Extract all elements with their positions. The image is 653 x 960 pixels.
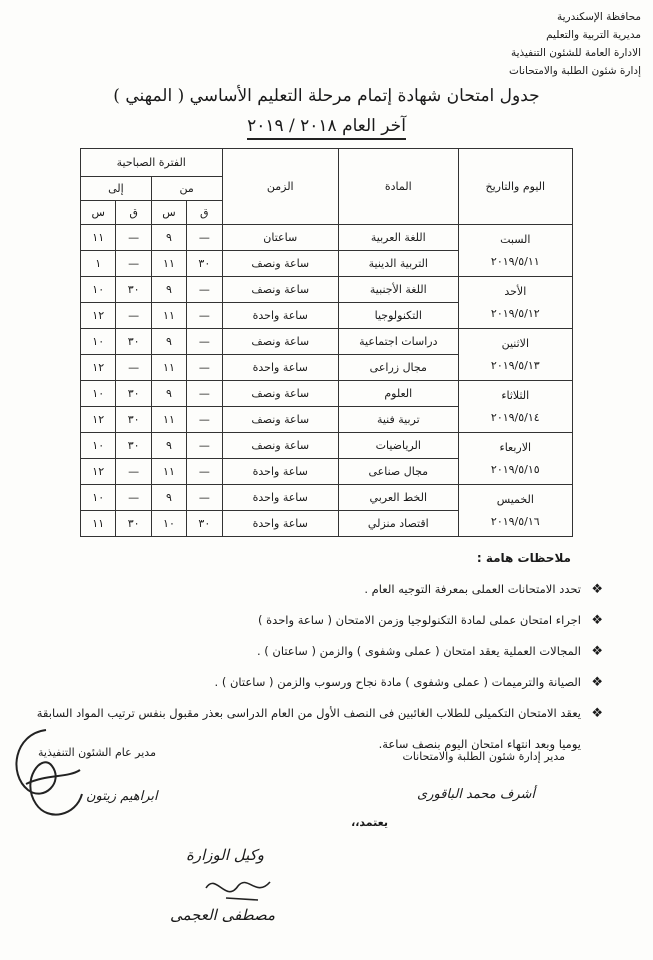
from-hour-cell: ٩ [151, 485, 186, 511]
from-hour-cell: ٩ [151, 381, 186, 407]
from-hour-cell: ١٠ [151, 511, 186, 537]
exam-date: ٢٠١٩/٥/١١ [490, 254, 540, 268]
note-text: تحدد الامتحانات العملى بمعرفة التوجيه العام . [364, 582, 581, 596]
table-row [81, 433, 573, 459]
to-minutes-cell: ٣٠ [116, 433, 151, 459]
signature-name-left: ابراهيم زيتون [86, 789, 158, 804]
header-day-date: اليوم والتاريخ [458, 149, 572, 225]
duration-cell: ساعة ونصف [222, 433, 338, 459]
subject-cell: مجال صناعى [338, 459, 458, 485]
to-hour-cell: ١٢ [81, 355, 116, 381]
subject-cell: مجال زراعى [338, 355, 458, 381]
note-item [43, 605, 603, 636]
table-row [81, 277, 573, 303]
header-from: من [151, 177, 222, 201]
to-minutes-cell: — [116, 225, 151, 251]
day-name: الخميس [496, 492, 534, 506]
page-subtitle [0, 116, 653, 136]
from-minutes-cell: — [187, 485, 222, 511]
approval-label: يعتمد،، [351, 816, 388, 829]
subject-cell: التكنولوجيا [338, 303, 458, 329]
duration-cell: ساعة ونصف [222, 251, 338, 277]
exam-date: ٢٠١٩/٥/١٦ [490, 514, 540, 528]
header-period: الفترة الصباحية [81, 149, 223, 177]
from-minutes-cell: — [187, 329, 222, 355]
subject-cell: العلوم [338, 381, 458, 407]
admin-line: إدارة شئون الطلبة والامتحانات [509, 65, 641, 77]
note-item [43, 574, 603, 605]
note-text: يعقد الامتحان التكميلى للطلاب الغائبين فى النصف الأول من العام الدراسى بعذر مقبول بنفس ترتيب المواد السابقة [36, 706, 581, 720]
from-hour-cell: ١١ [151, 459, 186, 485]
note-item [43, 636, 603, 667]
to-hour-cell: ١٠ [81, 485, 116, 511]
subtitle-text: آخر العام ٢٠١٨ / ٢٠١٩ [247, 116, 406, 140]
duration-cell: ساعة واحدة [222, 355, 338, 381]
to-minutes-cell: ٣٠ [116, 511, 151, 537]
note-continuation: يوميا وبعد انتهاء امتحان اليوم بنصف ساعة. [378, 737, 581, 751]
subject-cell: التربية الدينية [338, 251, 458, 277]
from-minutes-cell: — [187, 433, 222, 459]
day-date-cell [458, 433, 572, 485]
from-minutes-cell: — [187, 355, 222, 381]
day-name: الثلاثاء [501, 388, 530, 402]
to-minutes-cell: — [116, 459, 151, 485]
note-text: الصيانة والترميمات ( عملى وشفوى ) مادة نجاح ورسوب والزمن ( ساعتان ) . [214, 675, 581, 689]
signature-title-right: مدير إدارة شئون الطلبة والامتحانات [402, 750, 565, 763]
to-minutes-cell: — [116, 303, 151, 329]
to-minutes-cell: — [116, 485, 151, 511]
duration-cell: ساعة واحدة [222, 303, 338, 329]
diamond-bullet-icon: ❖ [591, 706, 603, 721]
from-hour-cell: ١١ [151, 303, 186, 329]
table-row [81, 225, 573, 251]
from-hour-cell: ٩ [151, 225, 186, 251]
diamond-bullet-icon: ❖ [591, 644, 603, 659]
to-hour-cell: ١١ [81, 511, 116, 537]
page-title: جدول امتحان شهادة إتمام مرحلة التعليم الأساسي ( المهني ) [113, 86, 540, 106]
to-hour-cell: ١٠ [81, 381, 116, 407]
exam-date: ٢٠١٩/٥/١٤ [490, 410, 540, 424]
from-minutes-cell: — [187, 459, 222, 485]
from-minutes-cell: — [187, 407, 222, 433]
to-hour-cell: ١٠ [81, 277, 116, 303]
day-date-cell [458, 329, 572, 381]
from-hour-cell: ٩ [151, 329, 186, 355]
from-minutes-cell: — [187, 225, 222, 251]
from-minutes-cell: — [187, 303, 222, 329]
signature-name-right: أشرف محمد الباقورى [417, 787, 535, 802]
duration-cell: ساعة واحدة [222, 459, 338, 485]
schedule-body [81, 225, 573, 537]
from-hour-cell: ٩ [151, 277, 186, 303]
from-hour-cell: ٩ [151, 433, 186, 459]
subject-cell: الخط العربي [338, 485, 458, 511]
to-minutes-cell: ٣٠ [116, 329, 151, 355]
note-item [36, 698, 603, 729]
from-minutes-cell: — [187, 277, 222, 303]
note-text: المجالات العملية يعقد امتحان ( عملى وشفوى ) والزمن ( ساعتان ) . [256, 644, 581, 658]
governorate-line: محافظة الإسكندرية [556, 11, 641, 23]
to-hour-cell: ١٢ [81, 303, 116, 329]
table-row [81, 381, 573, 407]
handwritten-signature-left [6, 722, 88, 828]
subject-cell: اللغة الأجنبية [338, 277, 458, 303]
from-minutes-cell: ٣٠ [187, 251, 222, 277]
day-name: الأحد [504, 284, 527, 298]
to-minutes-cell: — [116, 251, 151, 277]
to-hour-cell: ١١ [81, 225, 116, 251]
to-hour-cell: ١٠ [81, 433, 116, 459]
from-minutes-cell: ٣٠ [187, 511, 222, 537]
from-hour-cell: ١١ [151, 355, 186, 381]
day-name: الاربعاء [499, 440, 532, 454]
exam-date: ٢٠١٩/٥/١٣ [490, 358, 540, 372]
to-hour-cell: ١٢ [81, 459, 116, 485]
header-to-q: ق [116, 201, 151, 225]
subject-cell: الرياضيات [338, 433, 458, 459]
to-minutes-cell: ٣٠ [116, 277, 151, 303]
diamond-bullet-icon: ❖ [591, 582, 603, 597]
subject-cell: اللغة العربية [338, 225, 458, 251]
from-hour-cell: ١١ [151, 251, 186, 277]
to-hour-cell: ١ [81, 251, 116, 277]
header-duration: الزمن [222, 149, 338, 225]
exam-schedule-table [80, 148, 573, 537]
to-minutes-cell: — [116, 355, 151, 381]
deputy-title: وكيل الوزارة [186, 846, 265, 864]
exam-date: ٢٠١٩/٥/١٥ [490, 462, 540, 476]
header-subject: المادة [338, 149, 458, 225]
to-minutes-cell: ٣٠ [116, 407, 151, 433]
header-to: إلى [81, 177, 152, 201]
signature-title-left: مدير عام الشئون التنفيذية [38, 746, 156, 759]
diamond-bullet-icon: ❖ [591, 613, 603, 628]
duration-cell: ساعة واحدة [222, 511, 338, 537]
table-row [81, 485, 573, 511]
directorate-line: مديرية التربية والتعليم [546, 29, 641, 41]
from-hour-cell: ١١ [151, 407, 186, 433]
duration-cell: ساعة ونصف [222, 329, 338, 355]
to-minutes-cell: ٣٠ [116, 381, 151, 407]
deputy-name: مصطفى العجمى [170, 906, 276, 924]
header-from-q: ق [187, 201, 222, 225]
from-minutes-cell: — [187, 381, 222, 407]
note-text: اجراء امتحان عملى لمادة التكنولوجيا وزمن الامتحان ( ساعة واحدة ) [257, 613, 581, 627]
duration-cell: ساعتان [222, 225, 338, 251]
duration-cell: ساعة ونصف [222, 277, 338, 303]
notes-title: ملاحظات هامة : [476, 551, 571, 565]
duration-cell: ساعة واحدة [222, 485, 338, 511]
table-row [81, 329, 573, 355]
notes-list [36, 574, 603, 760]
day-date-cell [458, 277, 572, 329]
header-from-s: س [151, 201, 186, 225]
day-date-cell [458, 485, 572, 537]
day-date-cell [458, 225, 572, 277]
day-name: السبت [500, 232, 531, 246]
duration-cell: ساعة ونصف [222, 407, 338, 433]
general-admin-line: الادارة العامة للشئون التنفيذية [510, 47, 641, 59]
subject-cell: تربية فنية [338, 407, 458, 433]
subject-cell: دراسات اجتماعية [338, 329, 458, 355]
diamond-bullet-icon: ❖ [591, 675, 603, 690]
to-hour-cell: ١٠ [81, 329, 116, 355]
duration-cell: ساعة ونصف [222, 381, 338, 407]
exam-date: ٢٠١٩/٥/١٢ [490, 306, 540, 320]
header-to-s: س [81, 201, 116, 225]
to-hour-cell: ١٢ [81, 407, 116, 433]
handwritten-initials [196, 868, 286, 908]
day-date-cell [458, 381, 572, 433]
note-item [43, 667, 603, 698]
day-name: الاثنين [501, 336, 529, 350]
letterhead [401, 8, 641, 80]
subject-cell: اقتصاد منزلي [338, 511, 458, 537]
